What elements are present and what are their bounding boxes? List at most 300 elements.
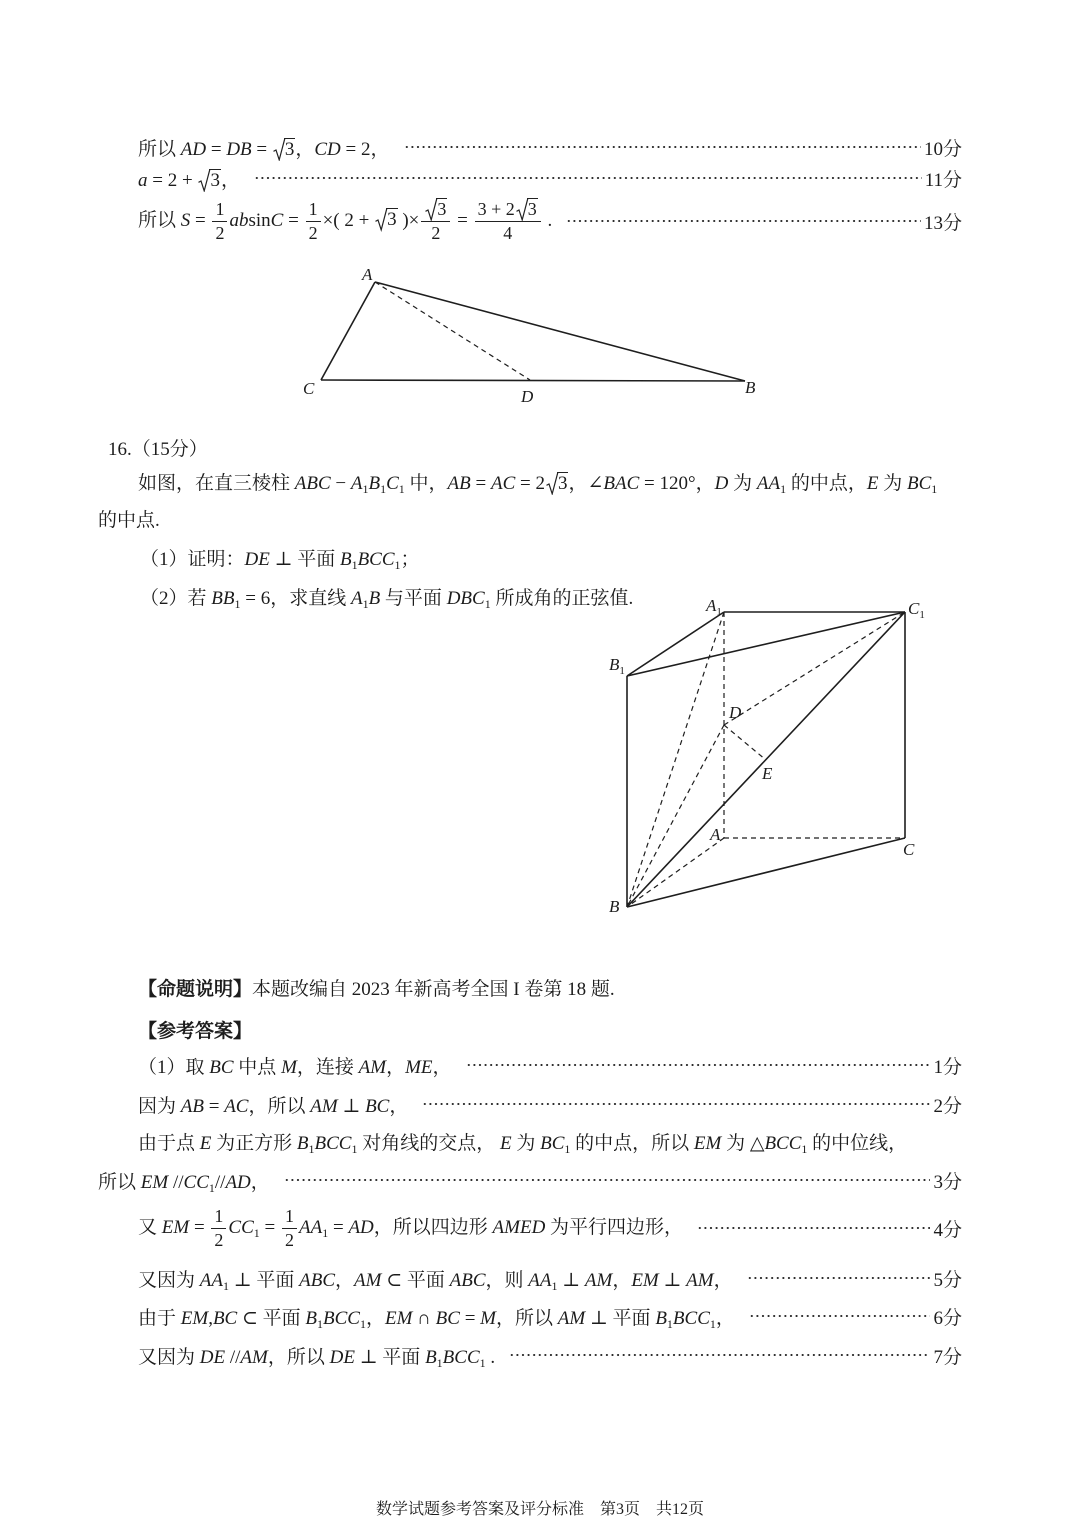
math-variable: AA [299,1216,323,1238]
problem-stem-line-2 [98,504,962,532]
label-a: A [710,825,721,844]
line-content [138,1052,452,1079]
math-variable: AM [310,1095,338,1117]
denominator [500,222,515,245]
text-run: ， [335,1269,355,1291]
math-variable: BB [211,587,235,609]
text-run: 2 [285,1229,294,1250]
line-content [140,583,633,610]
text-run: ⊥ [557,1269,585,1291]
text-run: = [206,138,227,160]
subscript: 1 [479,1355,486,1369]
solution-line-13 [138,194,962,248]
text-run: = 120°， [639,472,715,494]
text-run: = [203,1095,225,1117]
text-run: = [283,209,304,231]
text-run: 为 [511,1132,541,1154]
radicand: 3 [527,198,537,219]
answer-step-2 [138,1090,962,1118]
math-variable: ab [229,209,249,231]
label-subscript: 1 [716,606,722,618]
note-title: 【命题说明】 [138,978,253,1000]
dot-leader [749,1314,931,1318]
math-variable: BC [906,472,932,494]
label-c: C [303,379,315,398]
dot-leader [509,1353,930,1357]
text-run: = 2， [340,138,390,160]
math-variable: AB [180,1095,204,1117]
math-variable: A [350,587,363,609]
text-run: ，所以 [495,1307,558,1329]
text-run: = 6，求直线 [240,587,351,609]
text-run: = [470,472,491,494]
radicand: 3 [387,209,397,231]
score: 5分 [933,1269,962,1291]
label-d: D [521,387,534,406]
text-run: // [168,1171,184,1193]
problem-part-2 [140,582,650,610]
label-c: C [903,840,915,859]
label-b: B [609,897,620,916]
math-variable: A [350,472,363,494]
text-run: ⊥ [658,1269,687,1291]
subscript: 1 [253,1225,260,1240]
text-run: // [214,1171,226,1193]
text-run: ，连接 [296,1056,359,1078]
text-run: − [330,472,351,494]
math-variable: ABC [299,1269,335,1291]
radical-sign-icon [546,472,558,495]
math-variable: DE [199,1346,226,1368]
score: 7分 [933,1346,962,1368]
prism-figure [590,590,940,925]
solution-line-10 [138,133,962,161]
numerator [212,198,227,222]
math-variable: BCC [314,1132,352,1154]
text-run: ， [715,1307,735,1329]
math-variable: AA [528,1269,552,1291]
math-variable: EM [384,1307,413,1329]
subscript: 1 [351,557,358,571]
subscript: 1 [308,1141,315,1155]
radicand: 3 [437,198,447,219]
fraction [282,1205,297,1252]
text-run: ，所以 [248,1095,311,1117]
answer-step-7 [138,1341,962,1369]
text-run: 所以 [138,209,181,231]
math-variable: E [866,472,879,494]
text-run: 所以 [138,138,181,160]
text-run: ， [295,138,315,160]
math-variable: DBC [446,587,485,609]
text-run: （1）证明： [140,548,245,570]
answer-step-3a [138,1127,962,1155]
page-footer: 数学试题参考答案及评分标准 第3页 共12页 [375,1501,704,1518]
square-root [425,198,447,221]
line-content [138,1265,733,1292]
dot-leader [254,176,922,180]
fraction [212,198,227,245]
segment-ad [375,282,530,380]
note-text: 本题改编自 2023 年新高考全国 I 卷第 18 题. [252,978,615,1000]
edge-cb [321,380,745,381]
numerator [421,198,450,222]
text-run: 由于点 [138,1132,200,1154]
text-run: ， [612,1269,632,1291]
math-variable: BCC [764,1132,802,1154]
answer-heading [138,1015,962,1043]
math-variable: BC [212,1307,238,1329]
problem-part-1 [140,543,962,571]
radical-sign-icon [273,138,285,161]
answer-step-6 [138,1302,962,1330]
text-run: ； [400,548,420,570]
line-content [138,1091,408,1118]
text-run: 又 [138,1216,162,1238]
math-variable: EM [161,1216,190,1238]
subscript: 1 [208,1180,215,1194]
score: 10分 [923,138,962,160]
math-variable: BCC [357,548,395,570]
edge-ab [375,282,745,381]
math-variable: AB [447,472,471,494]
subscript: 1 [780,481,787,495]
subscript: 1 [666,1316,673,1330]
numerator [306,198,321,222]
math-variable: E [499,1132,512,1154]
text-run: 所以 [98,1171,141,1193]
square-root [273,138,296,161]
denominator [282,1229,297,1252]
text-run: 1 [214,1205,224,1226]
math-variable: D [714,472,729,494]
text-run: ⊂ 平面 [381,1269,450,1291]
score: 2分 [933,1095,962,1117]
subscript: 1 [564,1141,571,1155]
answer-step-1 [138,1051,962,1079]
radical-sign-icon [425,198,437,221]
line-content [138,134,390,161]
numerator [282,1205,297,1229]
text-run: . [485,1346,496,1368]
label-a1 [705,596,722,618]
math-variable: E [199,1132,212,1154]
text-run: 为 [878,472,907,494]
label-subscript: 1 [919,609,925,621]
subscript: 1 [398,481,405,495]
label-letter: A [706,596,717,615]
square-root [516,198,538,221]
text-run: 为正方形 [211,1132,297,1154]
line-content [98,1167,270,1194]
edge-ab [627,838,724,907]
label-d: D [729,703,742,722]
line-content [138,1205,683,1252]
text-run: 又因为 [138,1269,200,1291]
edge-b1a1 [627,612,724,676]
text-run: = [459,1307,481,1329]
text-run: 所成角的正弦值. [490,587,634,609]
dot-leader [566,219,921,223]
edge-bc [627,838,905,907]
subscript: 1 [436,1355,443,1369]
text-run: 的中位线， [807,1132,908,1154]
text-run: // [225,1346,241,1368]
math-variable: CC [183,1171,209,1193]
subscript: 1 [234,596,241,610]
radicand: 3 [210,169,220,191]
answer-step-4 [138,1201,962,1255]
math-variable: AC [224,1095,249,1117]
answer-title: 【参考答案】 [138,1020,253,1042]
math-variable: ABC [449,1269,486,1291]
math-variable: AM [240,1346,268,1368]
answer-step-3b [98,1166,962,1194]
score: 11分 [924,169,962,191]
math-variable: BC [209,1056,234,1078]
text-run: 2 [215,222,225,243]
math-variable: BC [435,1307,460,1329]
text-run: = [189,1216,210,1238]
math-variable: EM [693,1132,722,1154]
subscript: 1 [222,1278,229,1292]
subscript: 1 [801,1141,808,1155]
dot-leader [284,1178,931,1182]
text-run: . [542,209,553,231]
math-variable: C [270,209,284,231]
text-run: 因为 [138,1095,181,1117]
subscript: 1 [709,1316,716,1330]
text-run: ， [220,169,240,191]
score: 4分 [933,1219,962,1241]
text-run: 2 [431,222,441,243]
subscript: 1 [362,481,369,495]
label-b: B [745,378,756,397]
math-variable: EM [180,1307,209,1329]
radical-sign-icon [516,198,528,221]
math-variable: AM [354,1269,382,1291]
problem-number-text: 16.（15分） [108,438,208,460]
dot-leader [697,1226,930,1230]
text-run: ， [432,1056,452,1078]
math-variable: AM [584,1269,613,1291]
math-variable: B [425,1346,437,1368]
score: 13分 [923,212,962,234]
text-run: ， [365,1307,385,1329]
math-variable: AA [199,1269,223,1291]
text-run: )× [397,209,420,231]
text-run: = 2 + [147,169,198,191]
text-run: ⊥ 平面 [228,1269,300,1291]
segment-de [724,725,766,760]
text-run: （1）取 [138,1056,210,1078]
line-content [138,468,937,495]
fraction [306,198,321,245]
label-letter: C [908,599,920,618]
math-variable: ME [405,1056,433,1078]
dot-leader [422,1102,930,1106]
math-variable: CC [228,1216,254,1238]
text-run: 1 [285,1205,294,1226]
text-run: 2 [308,222,318,243]
text-run: 2 [214,1229,224,1250]
denominator [428,222,443,245]
line-content [138,1342,495,1369]
edge-b1c1 [627,612,905,676]
line-content [138,1303,735,1330]
solution-line-11 [138,164,962,192]
radical-sign-icon [198,169,210,192]
text-run: 1 [308,198,318,219]
radicand: 3 [557,472,568,494]
math-variable: DE [329,1346,355,1368]
math-variable: BCC [672,1307,710,1329]
math-variable: AM [358,1056,387,1078]
text-run: ，∠ [568,472,604,494]
label-c1 [908,599,925,621]
text-run: ， [713,1269,733,1291]
text-run: 又因为 [138,1346,200,1368]
fraction [475,198,541,245]
problem-stem-line-1 [138,467,962,495]
math-variable: CD [314,138,341,160]
line-content [138,974,615,1001]
text-run: = [452,209,473,231]
square-root [546,472,569,495]
radicand: 3 [284,138,295,160]
text-run: = [251,138,272,160]
text-run: 4 [503,222,513,243]
denominator [306,222,321,245]
math-variable: B [305,1307,318,1329]
text-run: ， [389,1095,409,1117]
radical-sign-icon [375,208,387,231]
math-variable: EM [631,1269,659,1291]
subscript: 1 [322,1225,329,1240]
text-run: 中， [404,472,448,494]
math-variable: ABC [294,472,331,494]
text-run: 由于 [138,1307,181,1329]
text-run: 与平面 [380,587,447,609]
text-run: ⊥ 平面 [269,548,340,570]
square-root [375,208,398,231]
line-content [138,198,552,245]
math-variable: S [180,209,191,231]
problem-note [138,973,962,1001]
math-variable: BCC [442,1346,480,1368]
math-variable: DB [226,138,252,160]
math-variable: AM [686,1269,714,1291]
answer-step-5 [138,1264,962,1292]
subscript: 1 [380,481,387,495]
text-run: = [328,1216,349,1238]
dot-leader [747,1276,931,1280]
triangle-figure [290,255,780,415]
dot-leader [404,145,921,149]
text-run: 中点 [233,1056,282,1078]
subscript: 1 [551,1278,558,1292]
math-variable: B [296,1132,309,1154]
numerator [475,198,541,222]
subscript: 1 [484,596,491,610]
text-run: ⊥ 平面 [585,1307,656,1329]
denominator [211,1229,226,1252]
fraction [421,198,450,245]
text-run: ⊂ 平面 [237,1307,306,1329]
math-variable: BC [365,1095,390,1117]
score: 6分 [933,1307,962,1329]
text-run: ，所以四边形 [373,1216,493,1238]
square-root [198,169,221,192]
text-run: ，则 [485,1269,529,1291]
edge-ac [321,282,375,380]
math-variable: B [655,1307,667,1329]
text-run: 1 [215,198,225,219]
fraction [211,1205,226,1252]
text-run: 3 + 2 [477,198,515,219]
score: 1分 [933,1056,962,1078]
math-variable: AD [225,1171,251,1193]
text-run: = 2 [515,472,545,494]
math-variable: B [339,548,352,570]
subscript: 1 [931,481,938,495]
numerator [211,1205,226,1229]
denominator [212,222,227,245]
problem-number [108,433,962,461]
text-run: = [190,209,211,231]
text-run: sin [248,209,271,231]
score: 3分 [933,1171,962,1193]
subscript: 1 [317,1316,324,1330]
text-run: ⊥ 平面 [354,1346,426,1368]
line-content [138,165,240,192]
math-variable: M [281,1056,297,1078]
label-letter: B [609,655,620,674]
text-run: 为 [728,472,757,494]
subscript: 1 [394,557,401,571]
text-run: ，所以 [267,1346,330,1368]
label-a: A [362,265,373,284]
subscript: 1 [359,1316,366,1330]
math-variable: DE [244,548,270,570]
segment-a1b [627,612,724,907]
math-variable: AD [348,1216,374,1238]
text-run: （2）若 [140,587,212,609]
text-run: 的中点，所以 [570,1132,694,1154]
line-content: 的中点. [98,509,160,531]
math-variable: AD [180,138,207,160]
math-variable: BC [540,1132,565,1154]
text-run: 的中点， [786,472,867,494]
text-run: , [208,1307,213,1329]
math-variable: BAC [603,472,640,494]
math-variable: B [368,472,381,494]
label-subscript: 1 [619,665,625,677]
subscript: 1 [351,1141,358,1155]
text-run: ， [250,1171,270,1193]
label-e: E [762,764,773,783]
math-variable: BCC [323,1307,360,1329]
math-variable: B [368,587,381,609]
math-variable: EM [140,1171,169,1193]
text-run: 如图，在直三棱柱 [138,472,295,494]
text-run: 为 △ [721,1132,765,1154]
text-run: = [259,1216,280,1238]
text-run: ×( 2 + [322,209,375,231]
math-variable: AA [756,472,781,494]
label-b1 [609,655,625,677]
text-run: 对角线的交点， [357,1132,500,1154]
